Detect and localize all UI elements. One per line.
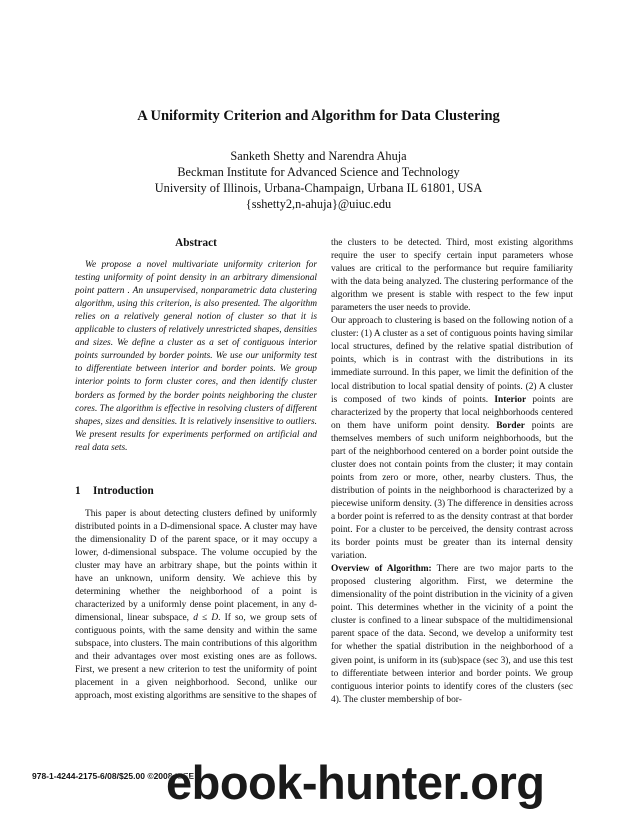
left-column [75, 237, 317, 704]
author-block [0, 148, 637, 212]
abstract-heading: Abstract [175, 237, 217, 249]
copyright-footer: 978-1-4244-2175-6/08/$25.00 ©2008 IEEE [32, 771, 195, 781]
paper-title: A Uniformity Criterion and Algorithm for Data Clustering [137, 108, 500, 124]
cluster-notion-text-b: points are characterized by the property that local neighborhoods centered on them have uniform point density. [331, 394, 574, 431]
section-number: 1 [75, 484, 81, 497]
cluster-notion-text-a: Our approach to clustering is based on the following notion of a cluster: (1) A cluster as a set of contiguous points having similar local structures, defined by the relative spatial distribution of points, which is in contrast with the distributions in its immediate surround. In this paper, we limit the definition of the local distribution to local spatial density of points. (2) A cluster is composed of two kinds of points. [331, 316, 573, 405]
section-title: Introduction [93, 484, 154, 497]
term-overview: Overview of Algorithm: [331, 564, 432, 575]
term-interior: Interior [494, 394, 527, 405]
paragraph-cluster-notion [331, 315, 573, 563]
paragraph-overview [331, 563, 573, 707]
overview-text: There are two major parts to the proposed clustering algorithm. First, we determine the dimensionality of the point distribution in the vicinity of a given point. This determines whether in the vicinity of a point the cluster is confined to a linear subspace of the multidimensional parent space of the data. Second, we develop a uniformity test for whether the spatial distribution in the neighborhood of a given point, is uniform in its (sub)space (sec 3), and use this test to differentiate between interior and border points. We group contiguous interior points to identify cores of the clusters (sec 4). The cluster membership of bor- [331, 564, 573, 705]
introduction-paragraph [75, 508, 317, 704]
right-column [331, 237, 573, 707]
affiliation: Beckman Institute for Advanced Science and Technology [177, 165, 460, 179]
intro-text-a: This paper is about detecting clusters defined by uniformly distributed points in a D-dimensional space. A cluster may have the dimensionality D of the parent space, or it may occupy a lower, d-dimensional subspace. The volume occupied by the cluster may have an arbitrary shape, but the points within it have an unknown, uniform density. We achieve this by determining whether the neighborhood of a point is characterized by a uniformly dense point placement, in any d-dimensional, linear subspace, [75, 508, 317, 624]
term-border: Border [496, 420, 525, 431]
section-heading-introduction [75, 485, 317, 498]
author-names: Sanketh Shetty and Narendra Ahuja [230, 149, 407, 163]
author-email: {sshetty2,n-ahuja}@uiuc.edu [245, 197, 392, 211]
watermark: ebook-hunter.org [166, 756, 545, 809]
intro-text-b: . If so, we group sets of contiguous points, with the same density and within the same subspace, into clusters. The main contributions of this algorithm and their advantages over most existing ones are as follows. First, we present a new criterion to test the uniformity of point placement in a given neighborhood. Second, unlike our approach, most existing algorithms are sensitive to the shapes of [75, 613, 317, 702]
math-inequality: d ≤ D [193, 613, 219, 624]
university-address: University of Illinois, Urbana-Champaign, Urbana IL 61801, USA [154, 181, 483, 195]
paragraph-continuation: the clusters to be detected. Third, most existing algorithms require the user to specify certain input parameters whose values are critical to the performance but require familiarity with the data being analyzed. The clustering performance of the algorithm we present is stable with respect to the few input parameters the user needs to provide. [331, 238, 573, 314]
abstract-text: We propose a novel multivariate uniformity criterion for testing uniformity of point density in an arbitrary dimensional point pattern . An unsupervised, nonparametric data clustering algorithm, using this criterion, is also presented. The algorithm relies on a relatively general notion of cluster so that it is applicable to clusters of relatively unrestricted shapes, densities and sizes. We define a cluster as a set of contiguous interior points surrounded by border points. We use our uniformity test to differentiate between interior and border points. We group interior points to form cluster cores, and then identify cluster borders as formed by the border points neighboring the cluster cores. The algorithm is effective in resolving clusters of different shapes, sizes and densities. It is relatively insensitive to outliers. We present results for experiments performed on artificial and real data sets. [75, 260, 317, 453]
cluster-notion-text-c: points are themselves members of such uniform neighborhoods, but the part of the neighborhood centered on a border point outside the cluster does not contain points from the cluster; it may contain points from zero or more, other, nearby clusters. Thus, the distribution of points in the neighborhood is characterized by a piecewise uniform density. (3) The difference in densities across a border point is referred to as the density contrast at that border point. For a cluster to be perceived, the density contrast across its border points must be greater than its internal density variation. [331, 420, 573, 562]
